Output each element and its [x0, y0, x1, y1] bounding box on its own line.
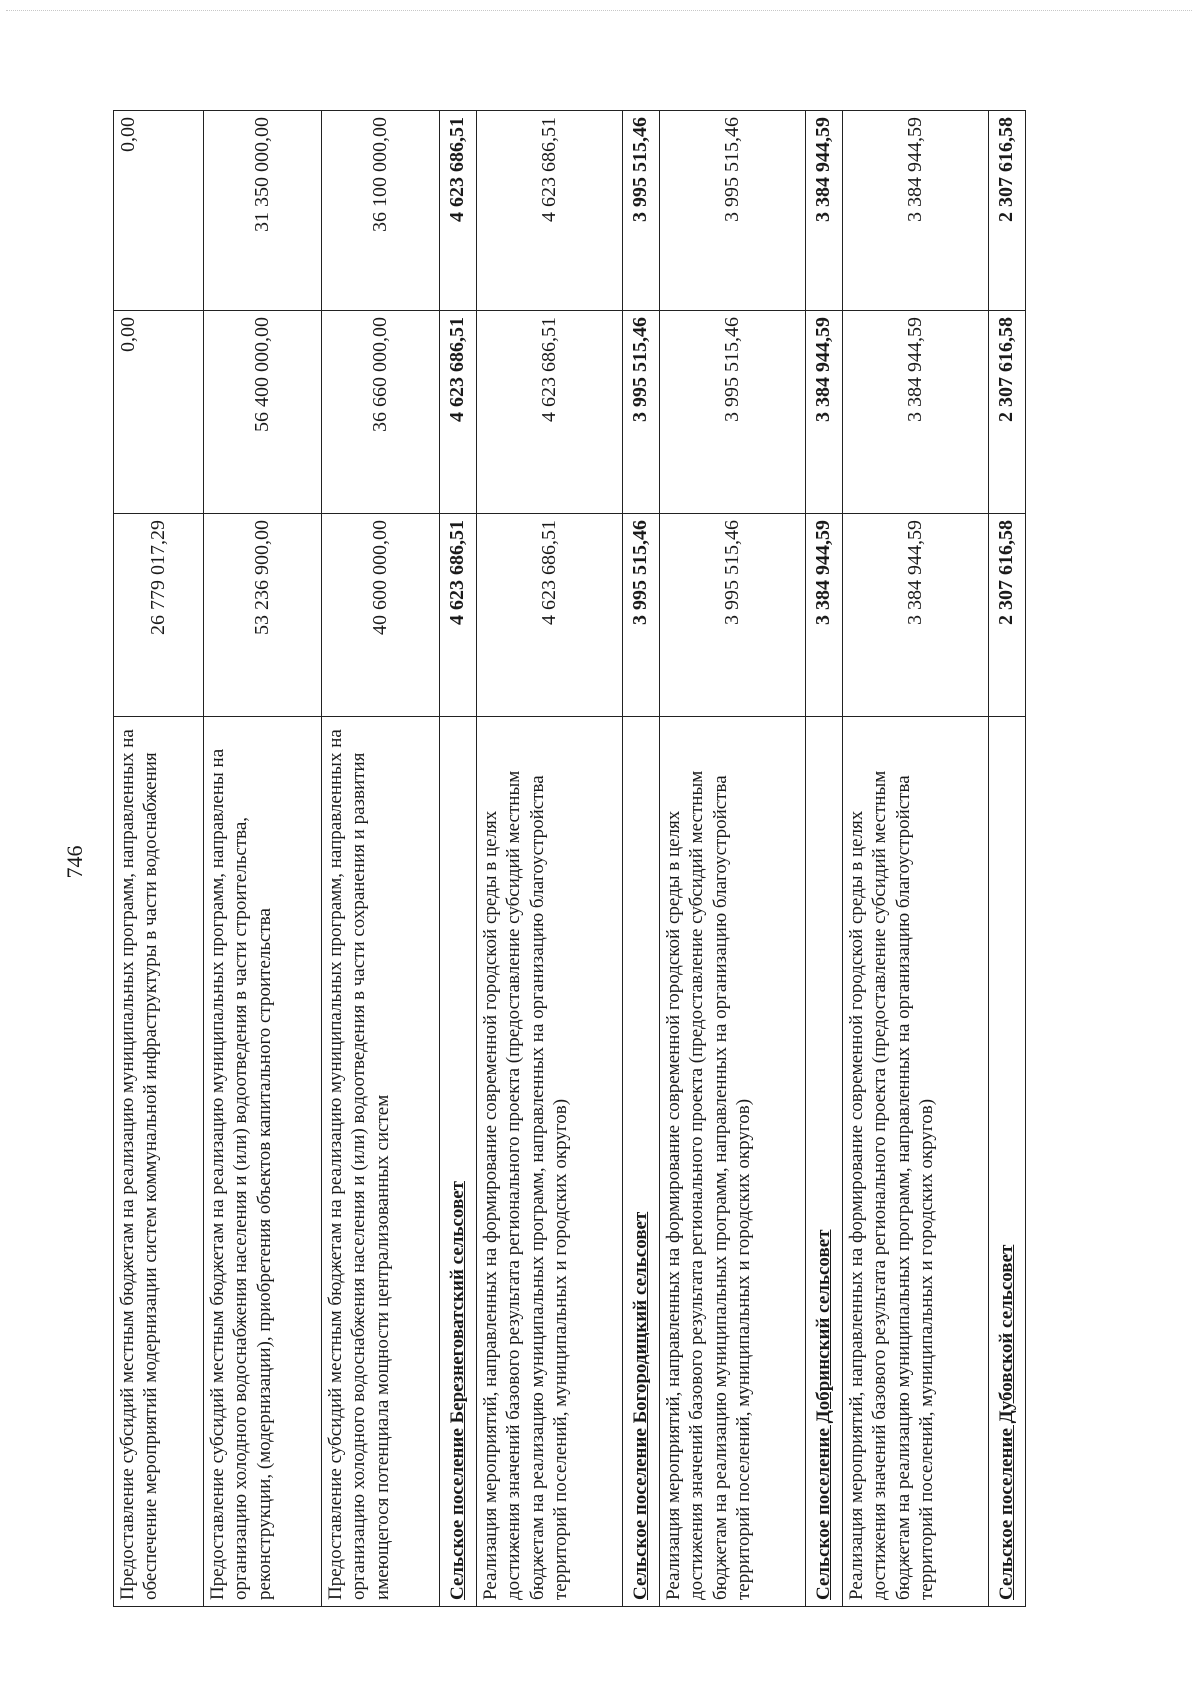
value-year2-cell: 2 307 616,58	[989, 311, 1026, 514]
value-year3-cell: 2 307 616,58	[989, 111, 1026, 311]
settlement-total-row	[806, 111, 843, 1607]
table-row	[660, 111, 806, 1607]
row-name-cell: Предоставление субсидий местным бюджетам на реализацию муниципальных программ, направлены на организацию холодного водоснабжения населения и (или) водоотведения в части строительства, реконструкции, (модернизации), приобретения объектов капитального строительства	[204, 717, 322, 1607]
value-year1-cell: 2 307 616,58	[989, 514, 1026, 717]
value-year3-cell: 3 384 944,59	[806, 111, 843, 311]
settlement-total-row	[989, 111, 1026, 1607]
row-name-cell: Реализация мероприятий, направленных на формирование современной городской среды в целях достижения значений базового результата регионального проекта (предоставление субсидий местным бюджетам на реализацию муниципальных программ, направленных на организацию благоустройства территорий поселений, муниципальных и городских округов)	[660, 717, 806, 1607]
value-year1-cell: 4 623 686,51	[477, 514, 623, 717]
value-year1-cell: 26 779 017,29	[114, 514, 204, 717]
value-year2-cell: 0,00	[114, 311, 204, 514]
value-year3-cell: 0,00	[114, 111, 204, 311]
value-year2-cell: 56 400 000,00	[204, 311, 322, 514]
settlement-total-row	[440, 111, 477, 1607]
value-year1-cell: 3 384 944,59	[843, 514, 989, 717]
table-row	[114, 111, 204, 1607]
value-year3-cell: 4 623 686,51	[440, 111, 477, 311]
row-name-cell: Реализация мероприятий, направленных на формирование современной городской среды в целях достижения значений базового результата регионального проекта (предоставление субсидий местным бюджетам на реализацию муниципальных программ, направленных на организацию благоустройства территорий поселений, муниципальных и городских округов)	[843, 717, 989, 1607]
value-year2-cell: 3 384 944,59	[843, 311, 989, 514]
value-year3-cell: 3 995 515,46	[660, 111, 806, 311]
settlement-name-cell: Сельское поселение Добринский сельсовет	[806, 717, 843, 1607]
value-year1-cell: 3 995 515,46	[623, 514, 660, 717]
table-row	[322, 111, 440, 1607]
value-year3-cell: 4 623 686,51	[477, 111, 623, 311]
settlement-name-cell: Сельское поселение Богородицкий сельсовет	[623, 717, 660, 1607]
value-year3-cell: 3 995 515,46	[623, 111, 660, 311]
value-year1-cell: 40 600 000,00	[322, 514, 440, 717]
value-year2-cell: 36 660 000,00	[322, 311, 440, 514]
value-year3-cell: 3 384 944,59	[843, 111, 989, 311]
row-name-cell: Предоставление субсидий местным бюджетам на реализацию муниципальных программ, направленных на организацию холодного водоснабжения населения и (или) водоотведения в части сохранения и развития имеющегося потенциала мощности централизованных систем	[322, 717, 440, 1607]
settlement-name-cell: Сельское поселение Березнеговатский сельсовет	[440, 717, 477, 1607]
settlement-name-cell: Сельское поселение Дубовской сельсовет	[989, 717, 1026, 1607]
value-year3-cell: 31 350 000,00	[204, 111, 322, 311]
settlement-total-row	[623, 111, 660, 1607]
value-year2-cell: 3 995 515,46	[660, 311, 806, 514]
value-year1-cell: 53 236 900,00	[204, 514, 322, 717]
value-year2-cell: 3 995 515,46	[623, 311, 660, 514]
value-year2-cell: 4 623 686,51	[440, 311, 477, 514]
page-number: 746	[62, 845, 87, 879]
table-row	[843, 111, 989, 1607]
value-year2-cell: 3 384 944,59	[806, 311, 843, 514]
value-year1-cell: 4 623 686,51	[440, 514, 477, 717]
budget-table	[113, 110, 1026, 1607]
row-name-cell: Реализация мероприятий, направленных на формирование современной городской среды в целях достижения значений базового результата регионального проекта (предоставление субсидий местным бюджетам на реализацию муниципальных программ, направленных на организацию благоустройства территорий поселений, муниципальных и городских округов)	[477, 717, 623, 1607]
value-year1-cell: 3 384 944,59	[806, 514, 843, 717]
value-year2-cell: 4 623 686,51	[477, 311, 623, 514]
row-name-cell: Предоставление субсидий местным бюджетам на реализацию муниципальных программ, направленных на обеспечение мероприятий модернизации систем коммунальной инфраструктуры в части водоснабжения	[114, 717, 204, 1607]
value-year3-cell: 36 100 000,00	[322, 111, 440, 311]
value-year1-cell: 3 995 515,46	[660, 514, 806, 717]
table-row	[477, 111, 623, 1607]
table-row	[204, 111, 322, 1607]
